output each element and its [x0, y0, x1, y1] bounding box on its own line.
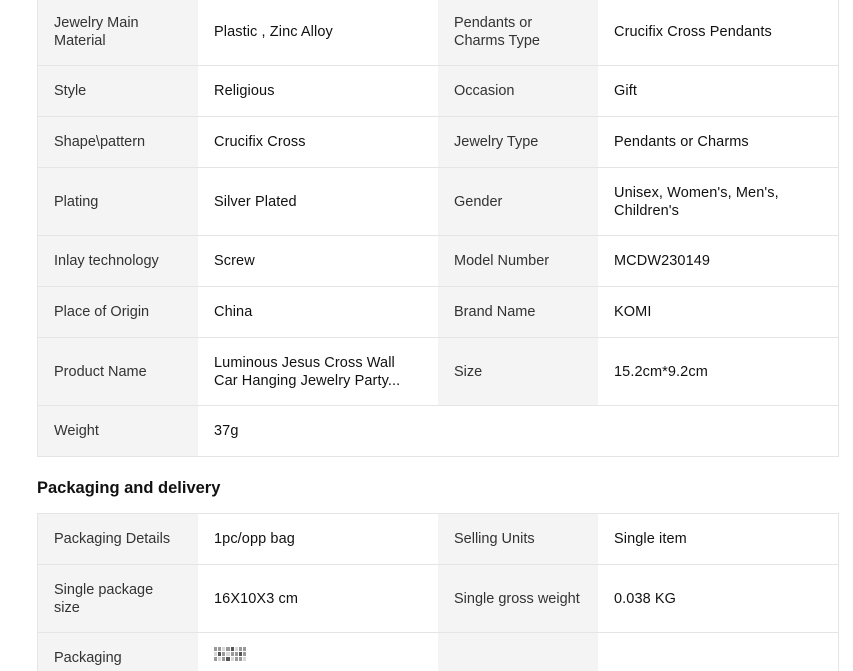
attr-value: 15.2cm*9.2cm	[598, 338, 838, 405]
attr-value: Plastic , Zinc Alloy	[198, 0, 438, 65]
pkg-label: Packaging Details	[38, 514, 198, 564]
attr-value: KOMI	[598, 287, 838, 337]
attr-label: Model Number	[438, 236, 598, 286]
packaging-table	[37, 513, 839, 671]
pkg-label: Single gross weight	[438, 565, 598, 632]
attr-value: 37g	[198, 406, 438, 456]
pkg-value	[198, 633, 438, 671]
attr-value: Pendants or Charms	[598, 117, 838, 167]
attr-label: Occasion	[438, 66, 598, 116]
attr-label: Product Name	[38, 338, 198, 405]
attr-label: Pendants or Charms Type	[438, 0, 598, 65]
attr-label: Place of Origin	[38, 287, 198, 337]
table-row	[38, 287, 838, 338]
empty-cell	[438, 633, 598, 671]
attr-value: Gift	[598, 66, 838, 116]
attr-value: China	[198, 287, 438, 337]
attr-label: Inlay technology	[38, 236, 198, 286]
empty-cell	[598, 633, 838, 671]
attr-value: Crucifix Cross	[198, 117, 438, 167]
attr-value	[198, 338, 438, 405]
attr-value: Screw	[198, 236, 438, 286]
table-row	[38, 565, 838, 633]
attr-label: Weight	[38, 406, 198, 456]
pkg-value: 1pc/opp bag	[198, 514, 438, 564]
empty-cell	[438, 406, 838, 456]
table-row	[38, 406, 838, 456]
table-row	[38, 0, 838, 66]
pkg-label: Selling Units	[438, 514, 598, 564]
pkg-value: Single item	[598, 514, 838, 564]
product-name-text: Luminous Jesus Cross Wall Car Hanging Jewelry Party...	[214, 354, 401, 389]
table-row	[38, 168, 838, 236]
attr-label: Shape\pattern	[38, 117, 198, 167]
pkg-label: Single package size	[38, 565, 198, 632]
attr-label: Style	[38, 66, 198, 116]
table-row	[38, 66, 838, 117]
pkg-value: 16X10X3 cm	[198, 565, 438, 632]
attr-label: Gender	[438, 168, 598, 235]
table-row	[38, 633, 838, 671]
attr-label: Plating	[38, 168, 198, 235]
table-row	[38, 236, 838, 287]
attr-value: Unisex, Women's, Men's, Children's	[598, 168, 838, 235]
packaging-image-thumbnail[interactable]	[214, 647, 246, 661]
attributes-table	[37, 0, 839, 457]
pkg-value: 0.038 KG	[598, 565, 838, 632]
attr-label: Brand Name	[438, 287, 598, 337]
table-row	[38, 117, 838, 168]
attr-label: Jewelry Main Material	[38, 0, 198, 65]
table-row	[38, 514, 838, 565]
packaging-section-title: Packaging and delivery	[37, 479, 221, 497]
table-row	[38, 338, 838, 406]
attr-value: Crucifix Cross Pendants	[598, 0, 838, 65]
attr-value: Religious	[198, 66, 438, 116]
pkg-label: Packaging	[38, 633, 198, 671]
attr-value: Silver Plated	[198, 168, 438, 235]
attr-value: MCDW230149	[598, 236, 838, 286]
attr-label: Size	[438, 338, 598, 405]
attr-label: Jewelry Type	[438, 117, 598, 167]
